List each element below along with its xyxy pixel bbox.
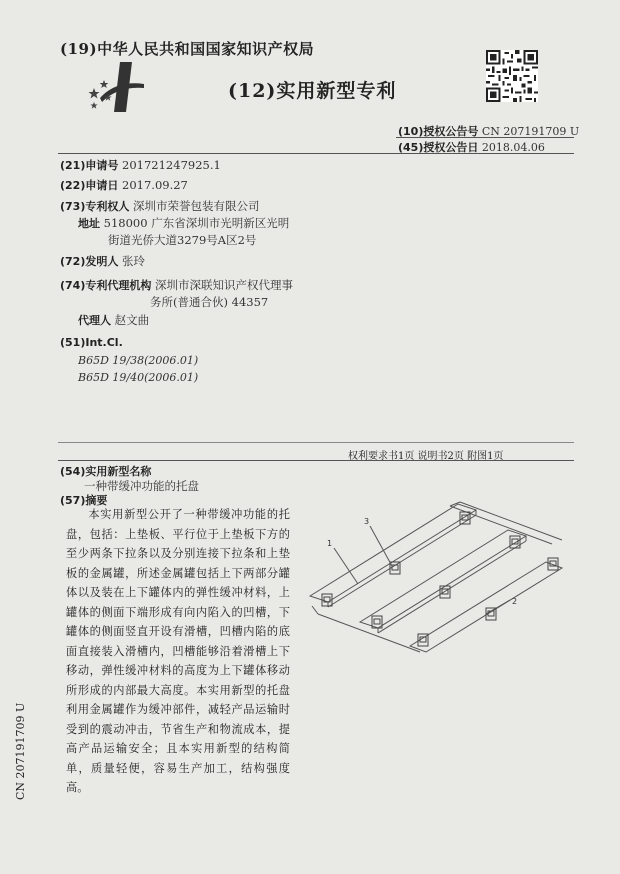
grant-number-value: CN 207191709 U (481, 125, 580, 138)
agency-line-1: 深圳市深联知识产权代理事 (155, 278, 294, 292)
section-divider (58, 442, 574, 443)
application-number (60, 157, 221, 173)
utility-name-value: 一种带缓冲功能的托盘 (84, 479, 199, 493)
cnipa-logo (86, 58, 146, 116)
agency-line-2: 务所(普通合伙) 44357 (150, 295, 269, 309)
agent-value: 赵文曲 (114, 313, 150, 327)
address (78, 215, 289, 231)
inventor-label: (72)发明人 (60, 255, 119, 268)
filing-date-value: 2017.09.27 (122, 178, 188, 192)
application-number-label: (21)申请号 (60, 159, 119, 172)
abstract-text: 本实用新型公开了一种带缓冲功能的托盘，包括：上垫板、平行位于上垫板下方的至少两条下拉条以及分别连接下拉条和上垫板的金属罐，所述金属罐包括上下两部分罐体以及装在上下罐体内的弹性缓冲材料，上罐体的侧面下端形成有向内陷入的凹槽，下罐体的侧面竖直开设有滑槽，凹槽内陷的底面直接装入滑槽内，凹槽能够沿着滑槽上下移动，弹性缓冲材料的高度为上下罐体移动所形成的内部最大高度。本实用新型的托盘利用金属罐作为缓冲部件，减轻产品运输时受到的震动冲击，节省生产和物流成本，提高产品运输安全；且本实用新型的结构简单，质量轻便，容易生产加工，结构强度高。 (66, 508, 290, 794)
intcl-heading (60, 335, 123, 349)
side-publication-code: CN 207191709 U (14, 702, 27, 800)
grant-date-label: (45)授权公告日 (398, 141, 479, 154)
agency-label: (74)专利代理机构 (60, 279, 152, 292)
utility-name-label: (54)实用新型名称 (60, 465, 152, 478)
inventor-value: 张玲 (122, 254, 146, 268)
grant-date-value: 2018.04.06 (481, 141, 545, 154)
header-divider (58, 153, 574, 154)
filing-date (60, 177, 188, 193)
patent-agency (60, 277, 293, 293)
abstract-label: (57)摘要 (60, 494, 108, 507)
application-number-value: 201721247925.1 (122, 158, 221, 172)
utility-name-heading (60, 463, 151, 479)
pallet-drawing (300, 496, 568, 656)
document-type-title: (12)实用新型专利 (228, 80, 397, 102)
qr-code-icon (486, 50, 538, 102)
agent (78, 312, 149, 328)
address-line-1: 518000 广东省深圳市光明新区光明 (103, 216, 290, 230)
ipc-class-2: B65D 19/40(2006.01) (78, 371, 199, 384)
ipc-class-1: B65D 19/38(2006.01) (78, 354, 199, 367)
divider (396, 137, 574, 138)
abstract-divider (58, 460, 574, 461)
abstract-body (66, 505, 290, 798)
patentee-value: 深圳市荣誉包装有限公司 (133, 199, 260, 213)
filing-date-label: (22)申请日 (60, 179, 119, 192)
label-1: 1 (327, 539, 333, 548)
inventor (60, 253, 145, 269)
page-count-info: 权利要求书1页 说明书2页 附图1页 (348, 451, 504, 462)
label-3: 3 (364, 517, 370, 526)
agent-label: 代理人 (78, 314, 111, 327)
office-name: (19)中华人民共和国国家知识产权局 (60, 40, 315, 58)
patentee (60, 198, 260, 214)
address-line-2: 街道光侨大道3279号A区2号 (108, 233, 257, 247)
intcl-label: (51)Int.Cl. (60, 336, 123, 349)
patentee-label: (73)专利权人 (60, 200, 130, 213)
grant-number-label: (10)授权公告号 (398, 125, 479, 138)
label-2: 2 (512, 597, 518, 606)
address-label: 地址 (78, 217, 100, 230)
